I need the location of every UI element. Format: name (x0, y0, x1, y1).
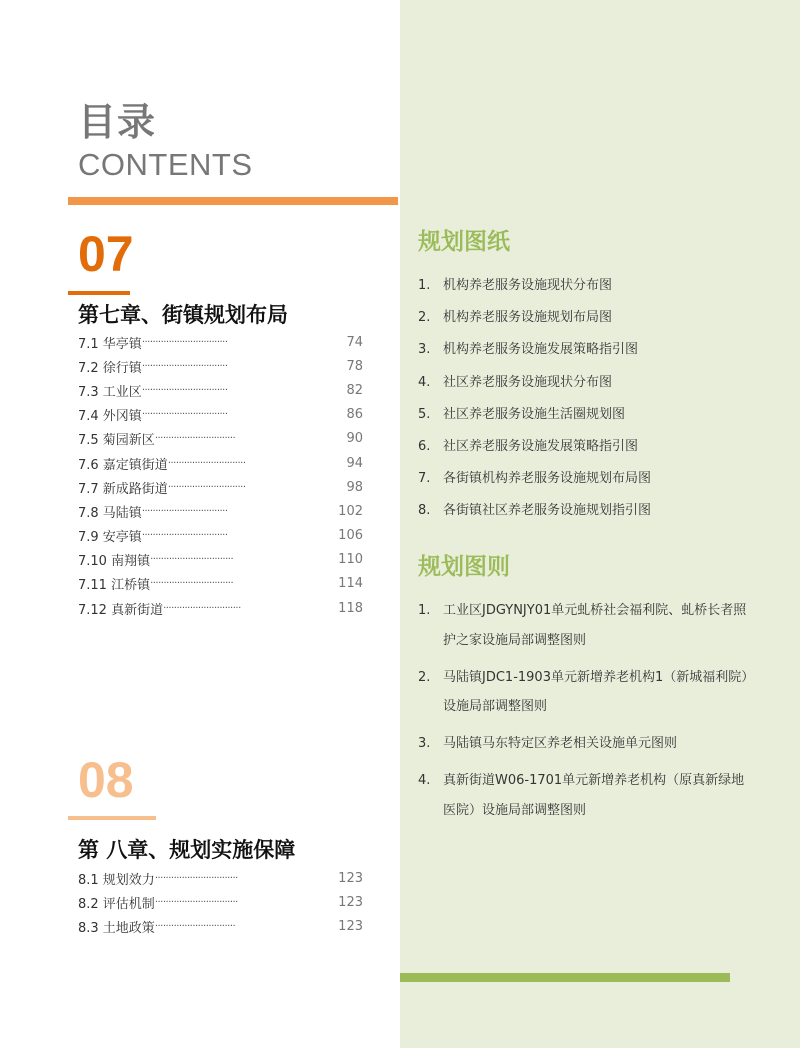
toc-entry-leader-dots: ····························· (167, 481, 246, 493)
toc-entry-page-number: 123 (338, 870, 363, 886)
list-item-number: 4. (418, 773, 431, 788)
list-item[interactable] (418, 596, 748, 655)
toc-entry-page-number: 86 (346, 407, 363, 423)
list-item-number: 7. (418, 471, 431, 487)
chapter-toc-list (78, 330, 363, 620)
list-item[interactable] (418, 304, 748, 336)
list-item[interactable] (418, 663, 748, 722)
toc-entry[interactable] (78, 890, 363, 914)
toc-entry-label: 7.12 真新街道 (78, 602, 164, 618)
toc-entry-leader-dots: ······························ (154, 433, 236, 445)
footer-divider (400, 973, 730, 982)
list-item-text: 各街镇社区养老服务设施规划指引图 (443, 503, 652, 519)
list-item-number: 4. (418, 374, 431, 390)
toc-entry-label: 7.4 外冈镇 (78, 409, 142, 425)
toc-entry-label: 7.7 新成路街道 (78, 481, 168, 497)
list-item-text: 机构养老服务设施现状分布图 (443, 278, 613, 293)
toc-entry-leader-dots: ································ (141, 360, 228, 372)
toc-entry-leader-dots: ······························· (150, 578, 234, 590)
toc-entry-leader-dots: ······························· (150, 554, 234, 566)
rules-list (418, 596, 748, 833)
toc-entry-page-number: 106 (338, 528, 363, 544)
list-item[interactable] (418, 465, 748, 497)
plans-list (418, 272, 748, 530)
toc-entry[interactable] (78, 914, 363, 938)
toc-entry-page-number: 82 (346, 382, 363, 398)
toc-entry-page-number: 114 (338, 576, 363, 592)
toc-entry-page-number: 98 (346, 479, 363, 495)
toc-entry-page-number: 90 (346, 431, 363, 447)
list-item[interactable] (418, 766, 748, 825)
toc-entry-page-number: 123 (338, 894, 363, 910)
toc-entry-label: 7.8 马陆镇 (78, 505, 142, 521)
toc-entry[interactable] (78, 354, 363, 378)
chapter-title: 第 八章、规划实施保障 (78, 838, 296, 862)
toc-entry-label: 8.3 土地政策 (78, 920, 155, 936)
list-item-text: 社区养老服务设施现状分布图 (443, 374, 613, 390)
list-item[interactable] (418, 433, 748, 465)
toc-entry[interactable] (78, 403, 363, 427)
list-item[interactable] (418, 336, 748, 368)
toc-entry-page-number: 102 (338, 503, 363, 519)
toc-entry-label: 7.11 江桥镇 (78, 578, 151, 594)
list-item-number: 3. (418, 342, 431, 358)
chapter-number-underline (68, 816, 156, 820)
list-item[interactable] (418, 401, 748, 433)
list-item-number: 1. (418, 603, 431, 618)
list-item-text: 各街镇机构养老服务设施规划布局图 (443, 471, 652, 487)
toc-entry[interactable] (78, 451, 363, 475)
list-item[interactable] (418, 497, 748, 529)
page-title: 目录 (78, 100, 157, 144)
toc-entry-page-number: 123 (338, 918, 363, 934)
list-item-text: 机构养老服务设施规划布局图 (443, 310, 613, 326)
list-item[interactable] (418, 729, 748, 759)
toc-entry-page-number: 94 (346, 455, 363, 471)
list-item-text: 真新街道W06-1701单元新增养老机构（原真新绿地医院）设施局部调整图则 (443, 773, 745, 818)
toc-entry-leader-dots: ································ (141, 336, 228, 348)
list-item-number: 3. (418, 736, 431, 751)
toc-entry-leader-dots: ································ (141, 505, 228, 517)
list-item[interactable] (418, 369, 748, 401)
toc-entry-page-number: 110 (338, 552, 363, 568)
list-item-text: 马陆镇马东特定区养老相关设施单元图则 (443, 736, 678, 751)
list-item-number: 2. (418, 310, 431, 326)
toc-entry[interactable] (78, 548, 363, 572)
list-item-number: 2. (418, 669, 431, 685)
list-item-number: 5. (418, 406, 431, 422)
toc-entry-label: 7.2 徐行镇 (78, 360, 142, 376)
toc-entry-label: 7.10 南翔镇 (78, 554, 151, 570)
toc-entry-label: 7.6 嘉定镇街道 (78, 457, 168, 473)
toc-entry[interactable] (78, 866, 363, 890)
list-item-number: 6. (418, 438, 431, 454)
toc-entry[interactable] (78, 427, 363, 451)
toc-entry-page-number: 74 (346, 334, 363, 350)
toc-entry[interactable] (78, 330, 363, 354)
toc-entry[interactable] (78, 596, 363, 620)
list-item[interactable] (418, 272, 748, 304)
toc-entry-leader-dots: ································ (141, 409, 228, 421)
chapter-number: 08 (78, 752, 134, 808)
toc-entry[interactable] (78, 378, 363, 402)
toc-entry-page-number: 118 (338, 600, 363, 616)
toc-entry[interactable] (78, 572, 363, 596)
toc-entry[interactable] (78, 475, 363, 499)
toc-entry-leader-dots: ····························· (163, 602, 241, 614)
plans-section-title: 规划图纸 (418, 229, 510, 255)
toc-entry-leader-dots: ······························ (154, 920, 236, 932)
toc-entry-leader-dots: ······························· (154, 896, 238, 908)
toc-entry-label: 7.3 工业区 (78, 384, 142, 400)
toc-entry-leader-dots: ································ (141, 530, 228, 542)
rules-section-title: 规划图则 (418, 554, 510, 580)
page-subtitle: CONTENTS (78, 147, 253, 182)
toc-entry-label: 7.9 安亭镇 (78, 530, 142, 546)
list-item-text: 社区养老服务设施生活圈规划图 (443, 406, 626, 422)
toc-entry-page-number: 78 (346, 358, 363, 374)
chapter-title: 第七章、街镇规划布局 (78, 303, 288, 327)
toc-entry-label: 8.2 评估机制 (78, 896, 155, 912)
chapter-number-underline (68, 291, 130, 295)
toc-entry-label: 7.1 华亭镇 (78, 336, 142, 352)
toc-entry-label: 7.5 菊园新区 (78, 433, 155, 449)
list-item-number: 1. (418, 278, 431, 293)
list-item-text: 社区养老服务设施发展策略指引图 (443, 438, 639, 454)
list-item-text: 工业区JDGYNJY01单元虬桥社会福利院、虬桥长者照护之家设施局部调整图则 (443, 603, 747, 648)
chapter-toc-list (78, 866, 363, 939)
chapter-number: 07 (78, 226, 134, 282)
toc-entry-label: 8.1 规划效力 (78, 872, 155, 888)
toc-entry-leader-dots: ································ (141, 384, 228, 396)
list-item-number: 8. (418, 503, 431, 519)
toc-entry-leader-dots: ······························· (154, 872, 238, 884)
list-item-text: 马陆镇JDC1-1903单元新增养老机构1（新城福利院）设施局部调整图则 (443, 669, 748, 714)
toc-entry[interactable] (78, 524, 363, 548)
header-divider (68, 197, 398, 205)
toc-entry-leader-dots: ····························· (167, 457, 246, 469)
toc-entry[interactable] (78, 499, 363, 523)
list-item-text: 机构养老服务设施发展策略指引图 (443, 342, 639, 358)
